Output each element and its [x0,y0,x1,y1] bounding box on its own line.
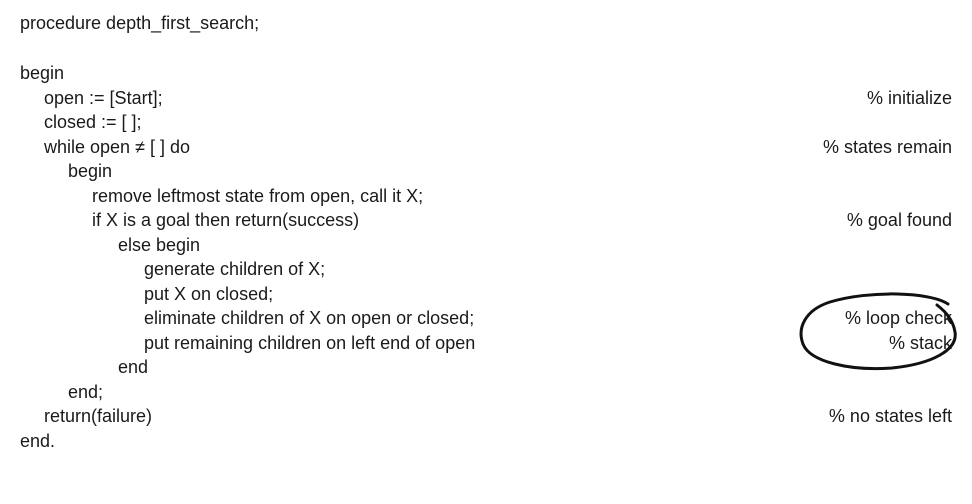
put-remaining-line: put remaining children on left end of open [144,333,476,353]
eliminate-children-line: eliminate children of X on open or closed; [144,308,475,328]
open-init-line: open := [Start]; [44,88,163,108]
procedure-header: procedure depth_first_search; [20,13,260,33]
comment-initialize: % initialize [866,88,952,108]
outer-end-line: end; [68,382,104,402]
generate-children-line: generate children of X; [144,259,326,279]
remove-leftmost-line: remove leftmost state from open, call it X; [92,186,424,206]
comment-goal-found: % goal found [846,210,952,230]
comment-stack: % stack [888,333,952,353]
else-begin-line: else begin [118,235,201,255]
inner-begin-line: begin [68,161,113,181]
return-failure-line: return(failure) [44,406,153,426]
while-loop-line: while open ≠ [ ] do [44,137,190,157]
inner-end-line: end [118,357,149,377]
goal-test-line: if X is a goal then return(success) [92,210,360,230]
closed-init-line: closed := [ ]; [44,112,142,132]
comment-loop-check: % loop check [844,308,952,328]
comment-states-remain: % states remain [822,137,952,157]
end-keyword: end. [20,431,56,451]
begin-keyword: begin [20,63,65,83]
comment-no-states-left: % no states left [828,406,952,426]
put-closed-line: put X on closed; [144,284,274,304]
